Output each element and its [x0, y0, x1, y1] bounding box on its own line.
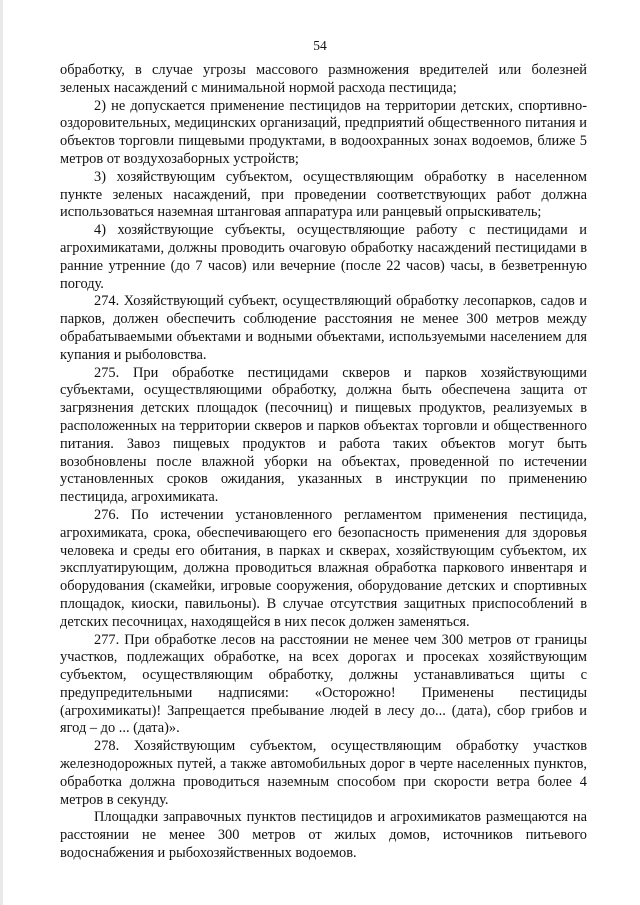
paragraph-276: 276. По истечении установленного регламентом применения пестицида, агрохимиката, срока, обеспечивающего его безопасность применения для здоровья человека и среды его обитания, в парках и скверах, хозяйствующим субъектом, их эксплуатирующим, должна проводиться влажная обработка паркового инвентаря и оборудования (скамейки, игровые сооружения, оборудование детских и спортивных площадок, киоски, павильоны). В случае отсутствия защитных приспособлений в детских песочницах, находящейся в них песок должен заменяться. [60, 506, 587, 630]
scan-edge [0, 0, 3, 905]
page-number: 54 [313, 38, 327, 53]
paragraph-274: 274. Хозяйствующий субъект, осуществляющий обработку лесопарков, садов и парков, должен обеспечить соблюдение расстояния не менее 300 метров между обрабатываемыми объектами и водными объектами, используемыми населением для купания и рыболовства. [60, 293, 587, 363]
paragraph-continuation: обработку, в случае угрозы массового размножения вредителей или болезней зеленых насаждений с минимальной нормой расхода пестицида; [60, 62, 587, 96]
paragraph-item-3: 3) хозяйствующим субъектом, осуществляющим обработку в населенном пункте зеленых насаждений, при проведении соответствующих работ должна использоваться наземная штанговая аппаратура или ранцевый опрыскиватель; [60, 168, 587, 221]
page-body [60, 62, 587, 863]
paragraph-refueling-sites: Площадки заправочных пунктов пестицидов и агрохимикатов размещаются на расстоянии не менее 300 метров от жилых домов, источников питьевого водоснабжения и рыбохозяйственных водоемов. [60, 809, 587, 862]
paragraph-278: 278. Хозяйствующим субъектом, осуществляющим обработку участков железнодорожных путей, а также автомобильных дорог в черте населенных пунктов, обработка должна проводиться наземным способом при скорости ветра более 4 метров в секунду. [60, 738, 587, 808]
paragraph-277: 277. При обработке лесов на расстоянии не менее чем 300 метров от границы участков, подлежащих обработке, на всех дорогах и просеках хозяйствующим субъектом, осуществляющим обработку, должны устанавливаться щиты с предупредительными надписями: «Осторожно! Применены пестициды (агрохимикаты)! Запрещается пребывание людей в лесу до... (дата), сбор грибов и ягод – до ... (дата)». [60, 631, 587, 737]
paragraph-275: 275. При обработке пестицидами скверов и парков хозяйствующими субъектами, осуществляющими обработку, должна быть обеспечена защита от загрязнения детских площадок (песочниц) и пищевых продуктов, реализуемых в расположенных на территории скверов и парков объектах торговли и общественного питания. Завоз пищевых продуктов и работа таких объектов могут быть возобновлены после влажной уборки на объектах, проведенной по истечении установленных сроков ожидания, указанных в инструкции по применению пестицида, агрохимиката. [60, 364, 587, 506]
paragraph-item-2: 2) не допускается применение пестицидов на территории детских, спортивно-оздоровительных, медицинских организаций, предприятий общественного питания и объектов торговли пищевыми продуктами, в водоохранных зонах водоемов, ближе 5 метров от воздухозаборных устройств; [60, 97, 587, 167]
paragraph-item-4: 4) хозяйствующие субъекты, осуществляющие работу с пестицидами и агрохимикатами, должны проводить очаговую обработку насаждений пестицидами в ранние утренние (до 7 часов) или вечерние (после 22 часов) часы, в безветренную погоду. [60, 222, 587, 292]
